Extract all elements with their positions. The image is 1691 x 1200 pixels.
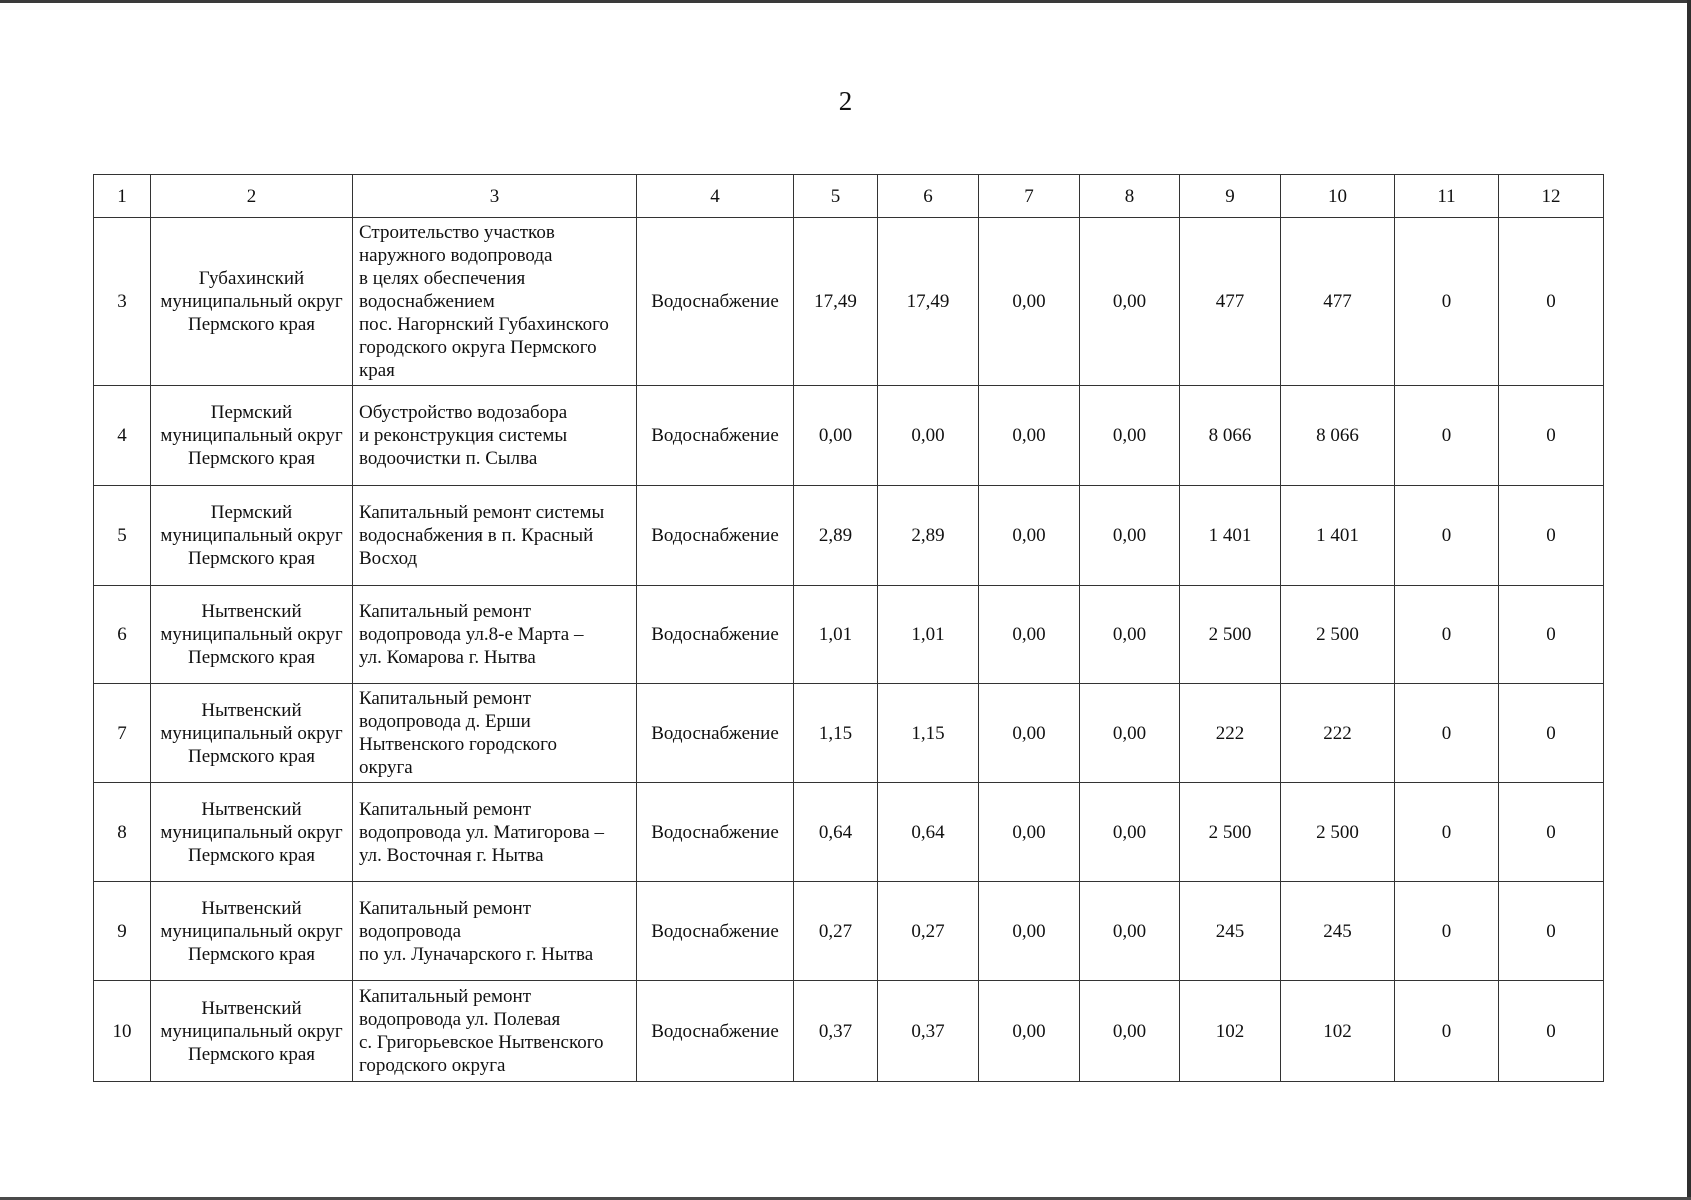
work-description-line: Строительство участков (359, 222, 555, 243)
row-number-cell: 8 (94, 783, 151, 882)
value-cell-9: 1 401 (1180, 486, 1281, 586)
table-row (94, 783, 1604, 882)
work-description-cell (353, 882, 637, 981)
value-cell-12: 0 (1499, 783, 1604, 882)
column-number-cell: 11 (1395, 175, 1499, 218)
value-cell-10: 102 (1281, 981, 1395, 1082)
row-number-cell: 5 (94, 486, 151, 586)
work-description-line: Восход (359, 548, 418, 569)
value-cell-5: 2,89 (794, 486, 878, 586)
value-cell-8: 0,00 (1080, 783, 1180, 882)
municipality-cell: Пермский муниципальный округ Пермского края (151, 486, 353, 586)
value-cell-8: 0,00 (1080, 882, 1180, 981)
table-row (94, 586, 1604, 684)
column-number-cell: 8 (1080, 175, 1180, 218)
column-number-cell: 1 (94, 175, 151, 218)
work-description-line: края (359, 360, 395, 381)
value-cell-7: 0,00 (979, 684, 1080, 783)
table-row (94, 684, 1604, 783)
column-number-cell: 7 (979, 175, 1080, 218)
work-description-line: в целях обеспечения (359, 268, 526, 289)
value-cell-8: 0,00 (1080, 386, 1180, 486)
value-cell-7: 0,00 (979, 783, 1080, 882)
row-number-cell: 9 (94, 882, 151, 981)
municipality-cell: Нытвенский муниципальный округ Пермского края (151, 586, 353, 684)
value-cell-9: 477 (1180, 218, 1281, 386)
work-description-line: ул. Восточная г. Нытва (359, 844, 544, 866)
work-description-line: водопровода ул. Полевая (359, 1009, 561, 1030)
work-description-line: с. Григорьевское Нытвенского (359, 1032, 604, 1053)
value-cell-10: 245 (1281, 882, 1395, 981)
row-number-cell: 10 (94, 981, 151, 1082)
value-cell-9: 102 (1180, 981, 1281, 1082)
value-cell-5: 1,15 (794, 684, 878, 783)
table-row (94, 486, 1604, 586)
value-cell-11: 0 (1395, 386, 1499, 486)
value-cell-6: 0,64 (878, 783, 979, 882)
column-number-cell: 9 (1180, 175, 1281, 218)
column-number-cell: 4 (637, 175, 794, 218)
table-row (94, 981, 1604, 1082)
value-cell-6: 0,00 (878, 386, 979, 486)
municipality-cell: Нытвенский муниципальный округ Пермского края (151, 684, 353, 783)
value-cell-9: 245 (1180, 882, 1281, 981)
work-description-line: пос. Нагорнский Губахинского (359, 314, 609, 335)
table-row (94, 386, 1604, 486)
value-cell-12: 0 (1499, 386, 1604, 486)
value-cell-7: 0,00 (979, 386, 1080, 486)
value-cell-8: 0,00 (1080, 586, 1180, 684)
value-cell-9: 222 (1180, 684, 1281, 783)
municipality-cell: Пермский муниципальный округ Пермского края (151, 386, 353, 486)
value-cell-7: 0,00 (979, 218, 1080, 386)
value-cell-8: 0,00 (1080, 684, 1180, 783)
value-cell-6: 2,89 (878, 486, 979, 586)
page-number: 2 (838, 86, 853, 116)
value-cell-7: 0,00 (979, 981, 1080, 1082)
value-cell-7: 0,00 (979, 882, 1080, 981)
value-cell-9: 2 500 (1180, 783, 1281, 882)
work-description-line: округа (359, 757, 413, 778)
category-cell: Водоснабжение (637, 684, 794, 783)
value-cell-12: 0 (1499, 218, 1604, 386)
value-cell-7: 0,00 (979, 486, 1080, 586)
column-number-cell: 5 (794, 175, 878, 218)
value-cell-11: 0 (1395, 586, 1499, 684)
column-number-cell: 10 (1281, 175, 1395, 218)
work-description-line: и реконструкция системы (359, 425, 568, 446)
work-description-line: городского округа Пермского (359, 337, 597, 358)
value-cell-10: 477 (1281, 218, 1395, 386)
row-number-cell: 6 (94, 586, 151, 684)
municipality-cell: Нытвенский муниципальный округ Пермского края (151, 981, 353, 1082)
work-description-line: Капитальный ремонт (359, 897, 532, 919)
value-cell-11: 0 (1395, 486, 1499, 586)
work-description-line: водоочистки п. Сылва (359, 448, 538, 469)
value-cell-12: 0 (1499, 586, 1604, 684)
work-description-line: Капитальный ремонт системы (359, 502, 605, 523)
value-cell-9: 8 066 (1180, 386, 1281, 486)
value-cell-10: 2 500 (1281, 783, 1395, 882)
value-cell-6: 0,37 (878, 981, 979, 1082)
value-cell-9: 2 500 (1180, 586, 1281, 684)
table-row (94, 218, 1604, 386)
row-number-cell: 7 (94, 684, 151, 783)
work-description-cell (353, 981, 637, 1082)
column-number-cell: 2 (151, 175, 353, 218)
column-number-row (94, 175, 1604, 218)
work-description-line: Капитальный ремонт (359, 986, 532, 1007)
category-cell: Водоснабжение (637, 882, 794, 981)
value-cell-11: 0 (1395, 882, 1499, 981)
work-description-line: Капитальный ремонт (359, 688, 532, 709)
column-number-cell: 12 (1499, 175, 1604, 218)
value-cell-12: 0 (1499, 981, 1604, 1082)
column-number-cell: 3 (353, 175, 637, 218)
category-cell: Водоснабжение (637, 783, 794, 882)
value-cell-11: 0 (1395, 218, 1499, 386)
value-cell-6: 0,27 (878, 882, 979, 981)
work-description-line: водопровода ул.8-е Марта – (359, 624, 584, 645)
value-cell-5: 0,27 (794, 882, 878, 981)
value-cell-5: 0,64 (794, 783, 878, 882)
work-description-line: водопровода (359, 920, 462, 942)
work-description-cell (353, 486, 637, 586)
table-row (94, 882, 1604, 981)
category-cell: Водоснабжение (637, 486, 794, 586)
municipality-cell: Нытвенский муниципальный округ Пермского края (151, 882, 353, 981)
work-description-line: ул. Комарова г. Нытва (359, 647, 536, 668)
value-cell-11: 0 (1395, 783, 1499, 882)
work-description-line: городского округа (359, 1055, 506, 1076)
value-cell-6: 1,01 (878, 586, 979, 684)
work-description-cell (353, 586, 637, 684)
work-description-line: водоснабжения в п. Красный (359, 525, 594, 546)
data-table (93, 174, 1604, 1082)
work-description-line: наружного водопровода (359, 245, 553, 266)
value-cell-8: 0,00 (1080, 218, 1180, 386)
value-cell-12: 0 (1499, 684, 1604, 783)
work-description-cell (353, 684, 637, 783)
value-cell-8: 0,00 (1080, 981, 1180, 1082)
value-cell-6: 1,15 (878, 684, 979, 783)
work-description-line: Нытвенского городского (359, 734, 557, 755)
value-cell-8: 0,00 (1080, 486, 1180, 586)
municipality-cell: Нытвенский муниципальный округ Пермского края (151, 783, 353, 882)
work-description-line: водопровода д. Ерши (359, 711, 531, 732)
category-cell: Водоснабжение (637, 981, 794, 1082)
work-description-line: водопровода ул. Матигорова – (359, 821, 604, 843)
work-description-line: Капитальный ремонт (359, 601, 532, 622)
work-description-line: Обустройство водозабора (359, 402, 568, 423)
value-cell-11: 0 (1395, 684, 1499, 783)
work-description-cell (353, 218, 637, 386)
value-cell-5: 1,01 (794, 586, 878, 684)
column-number-cell: 6 (878, 175, 979, 218)
work-description-line: Капитальный ремонт (359, 798, 532, 820)
value-cell-10: 2 500 (1281, 586, 1395, 684)
value-cell-5: 17,49 (794, 218, 878, 386)
work-description-cell (353, 386, 637, 486)
category-cell: Водоснабжение (637, 386, 794, 486)
value-cell-12: 0 (1499, 486, 1604, 586)
value-cell-7: 0,00 (979, 586, 1080, 684)
category-cell: Водоснабжение (637, 218, 794, 386)
municipality-cell: Губахинский муниципальный округ Пермского края (151, 218, 353, 386)
scan-border-right (1687, 0, 1691, 1200)
value-cell-10: 8 066 (1281, 386, 1395, 486)
work-description-line: водоснабжением (359, 291, 495, 312)
work-description-cell (353, 783, 637, 882)
scan-border-top (0, 0, 1691, 3)
value-cell-5: 0,00 (794, 386, 878, 486)
work-description-line: по ул. Луначарского г. Нытва (359, 943, 594, 965)
value-cell-11: 0 (1395, 981, 1499, 1082)
value-cell-5: 0,37 (794, 981, 878, 1082)
row-number-cell: 4 (94, 386, 151, 486)
value-cell-6: 17,49 (878, 218, 979, 386)
value-cell-12: 0 (1499, 882, 1604, 981)
value-cell-10: 222 (1281, 684, 1395, 783)
category-cell: Водоснабжение (637, 586, 794, 684)
value-cell-10: 1 401 (1281, 486, 1395, 586)
row-number-cell: 3 (94, 218, 151, 386)
